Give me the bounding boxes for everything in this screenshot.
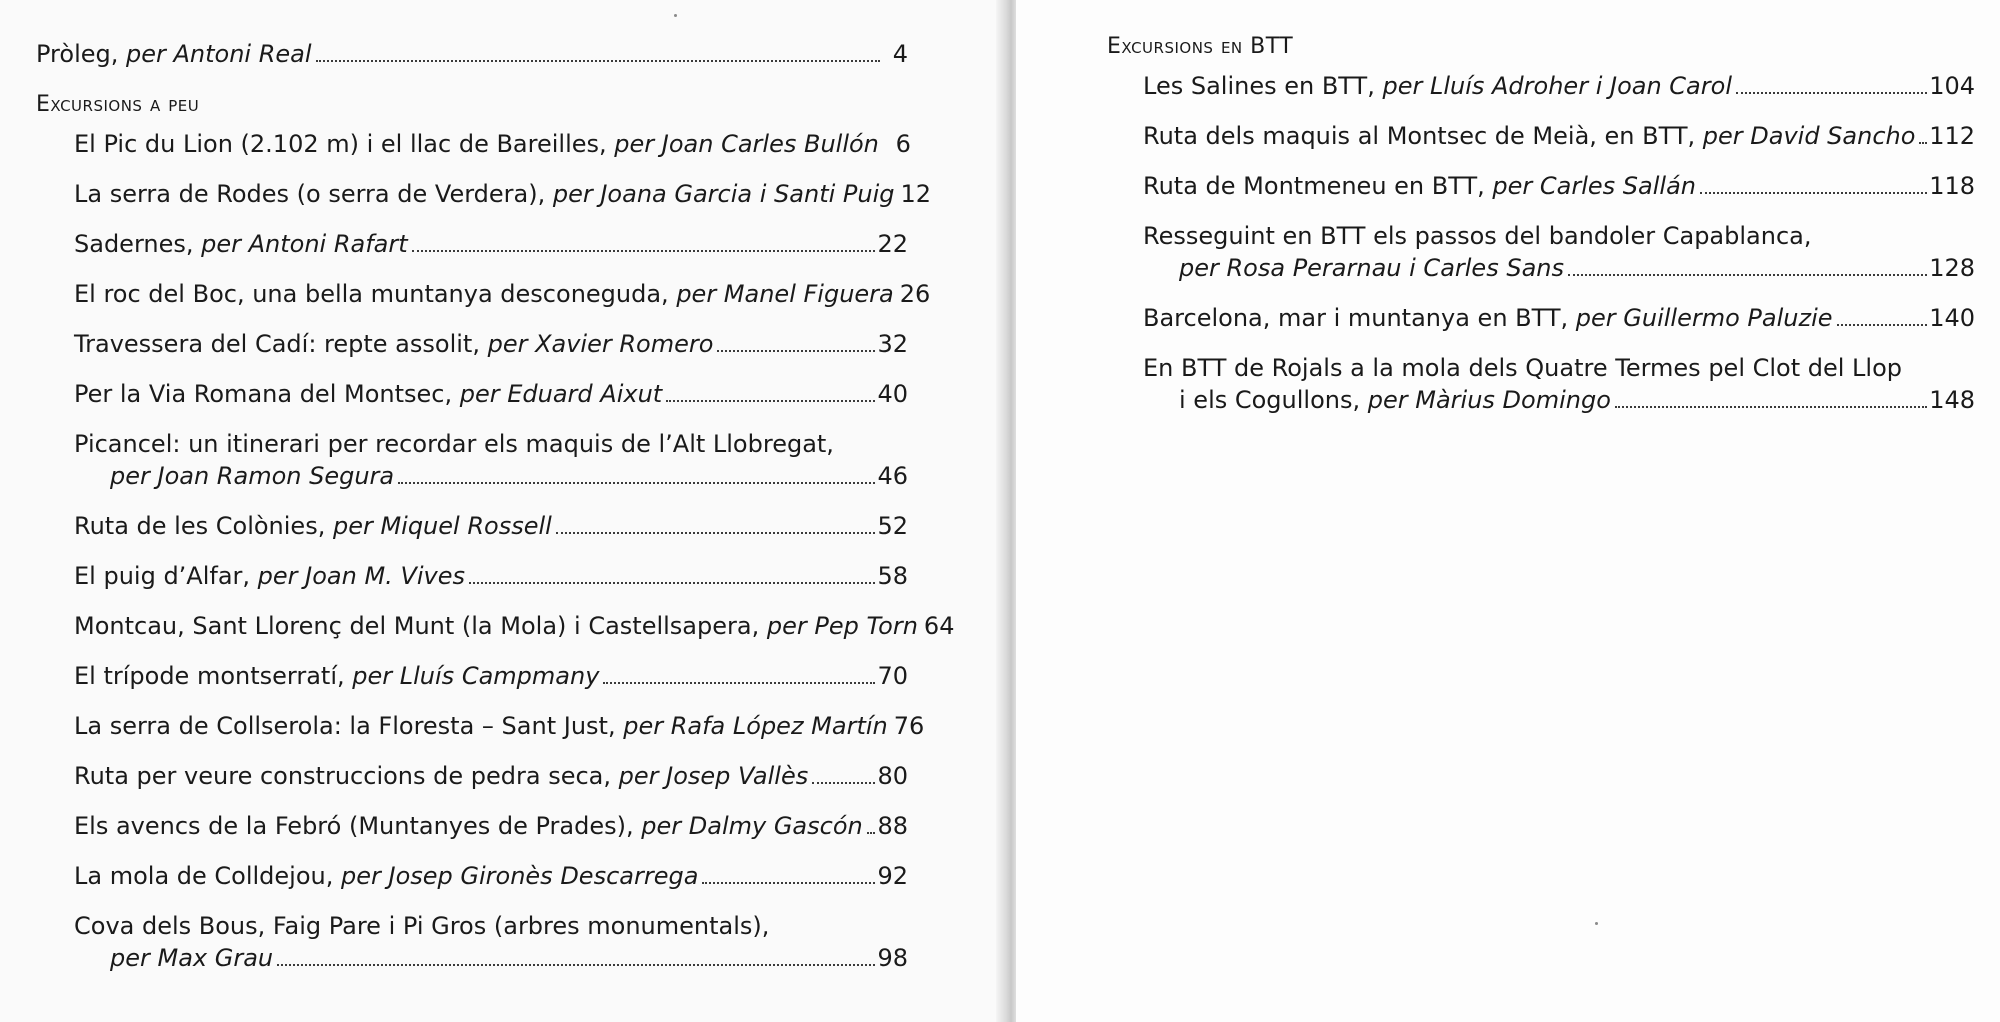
toc-entry-title: Per la Via Romana del Montsec, — [74, 380, 460, 408]
toc-entry-text — [74, 178, 894, 210]
toc-entry-author: per Joan Ramon Segura — [110, 462, 395, 490]
toc-entry-list — [1107, 70, 1975, 416]
toc-entry-title: Resseguint en BTT els passos del bandoler Capablanca, — [1143, 222, 1812, 250]
toc-entry-title: El roc del Boc, una bella muntanya desconeguda, — [74, 280, 677, 308]
dot-leader — [812, 782, 875, 784]
toc-entry-page: 6 — [895, 130, 911, 158]
toc-entry-author: per Rosa Perarnau i Carles Sans — [1179, 254, 1564, 282]
toc-entry-author: per Màrius Domingo — [1367, 386, 1611, 414]
dot-leader — [1568, 274, 1927, 276]
toc-entry-author: per Miquel Rossell — [332, 512, 552, 540]
toc-entry-title: Sadernes, — [74, 230, 202, 258]
toc-entry-page: 148 — [1929, 386, 1975, 414]
toc-entry-title: Els avencs de la Febró (Muntanyes de Prades), — [74, 812, 642, 840]
toc-entry-author: per Eduard Aixut — [459, 380, 663, 408]
toc-entry-text — [1179, 384, 1611, 416]
toc-entry-title-continued: i els Cogullons, — [1179, 386, 1368, 414]
dot-leader — [316, 60, 880, 62]
dot-leader — [702, 882, 875, 884]
toc-entry-title: Pròleg, — [36, 40, 126, 68]
toc-entry-text — [74, 660, 599, 692]
toc-entry-line — [1143, 120, 1975, 152]
toc-entry-title: Ruta de Montmeneu en BTT, — [1143, 172, 1493, 200]
toc-entry[interactable] — [74, 378, 908, 410]
dot-leader — [398, 482, 875, 484]
toc-entry-title: La mola de Colldejou, — [74, 862, 341, 890]
toc-entry[interactable] — [1143, 302, 1975, 334]
toc-entry-title: El Pic du Lion (2.102 m) i el llac de Bareilles, — [74, 130, 615, 158]
dot-leader — [412, 250, 876, 252]
toc-entry-line — [1143, 70, 1975, 102]
toc-entry-title: El puig d’Alfar, — [74, 562, 258, 590]
toc-entry-text — [74, 328, 713, 360]
toc-entry[interactable] — [74, 660, 908, 692]
toc-entry-text — [74, 128, 879, 160]
toc-entry-title: Les Salines en BTT, — [1143, 72, 1383, 100]
toc-entry-title: La serra de Rodes (o serra de Verdera), — [74, 180, 553, 208]
toc-entry[interactable] — [1143, 120, 1975, 152]
toc-entry-page: 26 — [899, 280, 931, 308]
toc-entry[interactable] — [74, 328, 908, 360]
toc-entry-second-line — [74, 942, 908, 974]
toc-entry-author: per Antoni Real — [126, 40, 312, 68]
toc-entry[interactable] — [74, 810, 908, 842]
table-of-contents-right — [1107, 28, 1975, 434]
paper-speck — [1595, 922, 1598, 925]
toc-entry-second-line — [1143, 252, 1975, 284]
toc-entry-author: per Pep Torn — [766, 612, 918, 640]
toc-entry[interactable] — [1143, 170, 1975, 202]
toc-entry-line — [74, 178, 932, 210]
dot-leader — [1736, 92, 1927, 94]
toc-entry-prolog[interactable] — [36, 38, 908, 70]
toc-entry-page: 112 — [1929, 122, 1975, 150]
toc-entry-author: per Joana Garcia i Santi Puig — [552, 180, 895, 208]
toc-entry-author: per Joan M. Vives — [257, 562, 465, 590]
toc-entry-page: 76 — [893, 712, 925, 740]
toc-entry-text — [1143, 170, 1696, 202]
toc-entry-text — [36, 38, 312, 70]
toc-entry[interactable] — [74, 178, 932, 210]
dot-leader — [277, 964, 875, 966]
toc-entry-title: En BTT de Rojals a la mola dels Quatre Termes pel Clot del Llop — [1143, 354, 1903, 382]
toc-entry-page: 88 — [877, 812, 908, 840]
toc-entry[interactable] — [74, 710, 925, 742]
toc-entry[interactable] — [74, 860, 908, 892]
toc-entry-author: per Carles Sallán — [1492, 172, 1696, 200]
toc-entry-text — [110, 460, 394, 492]
toc-entry-line — [74, 710, 925, 742]
toc-entry-line — [74, 278, 931, 310]
toc-entry-line — [74, 510, 908, 542]
toc-entry-text — [74, 560, 465, 592]
toc-entry-title: Ruta de les Colònies, — [74, 512, 333, 540]
toc-entry-list — [36, 128, 955, 974]
toc-entry-author: per Max Grau — [110, 944, 274, 972]
toc-entry-page: 58 — [877, 562, 908, 590]
toc-entry-page: 12 — [900, 180, 932, 208]
toc-entry-text — [110, 942, 273, 974]
toc-entry-author: per Josep Vallès — [618, 762, 809, 790]
dot-leader — [867, 832, 876, 834]
toc-entry-line — [74, 378, 908, 410]
toc-entry[interactable] — [74, 278, 931, 310]
dot-leader — [1700, 192, 1927, 194]
table-of-contents-left — [36, 38, 955, 992]
paper-speck — [674, 14, 677, 17]
toc-entry-page: 118 — [1929, 172, 1975, 200]
toc-entry-line — [74, 328, 908, 360]
toc-entry-title: Ruta dels maquis al Montsec de Meià, en BTT, — [1143, 122, 1703, 150]
toc-entry-title: El trípode montserratí, — [74, 662, 353, 690]
toc-entry-author: per Joan Carles Bullón — [614, 130, 879, 158]
toc-entry-title: Cova dels Bous, Faig Pare i Pi Gros (arbres monumentals), — [74, 912, 770, 940]
toc-entry[interactable] — [74, 560, 908, 592]
toc-entry-page: 80 — [877, 762, 908, 790]
section-title: Excursions a peu — [36, 92, 200, 117]
toc-entry-title: Ruta per veure construccions de pedra seca, — [74, 762, 619, 790]
toc-entry-page: 128 — [1929, 254, 1975, 282]
toc-entry-text — [74, 278, 894, 310]
toc-entry[interactable] — [74, 910, 908, 974]
toc-entry-page: 98 — [877, 944, 908, 972]
toc-entry-text — [74, 378, 662, 410]
toc-entry[interactable] — [74, 228, 908, 260]
toc-entry-page: 104 — [1929, 72, 1975, 100]
toc-entry-page: 64 — [923, 612, 955, 640]
toc-entry-text — [1179, 252, 1564, 284]
toc-entry-page: 140 — [1929, 304, 1975, 332]
toc-entry[interactable] — [74, 128, 911, 160]
toc-entry-line — [74, 810, 908, 842]
toc-entry-second-line — [1143, 384, 1975, 416]
toc-entry[interactable] — [74, 510, 908, 542]
toc-entry-author: per Josep Gironès Descarrega — [341, 862, 699, 890]
toc-entry-title: Picancel: un itinerari per recordar els maquis de l’Alt Llobregat, — [74, 430, 834, 458]
toc-entry-line — [74, 560, 908, 592]
toc-entry-line — [74, 860, 908, 892]
dot-leader — [556, 532, 876, 534]
toc-entry-line — [74, 610, 955, 642]
toc-entry-author: per Antoni Rafart — [201, 230, 408, 258]
toc-entry-title: Travessera del Cadí: repte assolit, — [74, 330, 488, 358]
toc-entry-line — [74, 760, 908, 792]
toc-entry-author: per Lluís Adroher i Joan Carol — [1382, 72, 1732, 100]
toc-entry-text — [74, 810, 863, 842]
toc-entry-page: 32 — [877, 330, 908, 358]
toc-entry-page: 46 — [877, 462, 908, 490]
dot-leader — [603, 682, 875, 684]
toc-entry-page: 22 — [877, 230, 908, 258]
toc-entry[interactable] — [1143, 220, 1975, 284]
dot-leader — [717, 350, 875, 352]
toc-entry-author: per David Sancho — [1702, 122, 1916, 150]
toc-entry-text — [74, 228, 408, 260]
toc-entry-text — [1143, 120, 1915, 152]
section-title: Excursions en BTT — [1107, 34, 1294, 59]
toc-entry-page: 92 — [877, 862, 908, 890]
dot-leader — [666, 400, 875, 402]
toc-entry-author: per Guillermo Paluzie — [1575, 304, 1833, 332]
toc-entry-line — [74, 228, 908, 260]
toc-entry-page: 4 — [892, 40, 908, 68]
toc-entry-author: per Rafa López Martín — [623, 712, 888, 740]
toc-entry-title: Montcau, Sant Llorenç del Munt (la Mola) i Castellsapera, — [74, 612, 767, 640]
toc-entry-page: 40 — [877, 380, 908, 408]
toc-entry-text — [1143, 70, 1732, 102]
toc-entry-line — [1143, 302, 1975, 334]
toc-entry-text — [1143, 302, 1833, 334]
toc-entry-text — [74, 860, 698, 892]
dot-leader — [469, 582, 875, 584]
right-page — [1016, 0, 2000, 1022]
toc-entry-title: La serra de Collserola: la Floresta – Sant Just, — [74, 712, 624, 740]
toc-entry[interactable] — [74, 760, 908, 792]
dot-leader — [1919, 142, 1927, 144]
toc-entry[interactable] — [74, 610, 955, 642]
toc-entry[interactable] — [1143, 352, 1975, 416]
toc-entry[interactable] — [74, 428, 908, 492]
toc-entry-second-line — [74, 460, 908, 492]
toc-entry-line — [74, 660, 908, 692]
toc-entry-page: 70 — [877, 662, 908, 690]
dot-leader — [1615, 406, 1927, 408]
toc-entry-text — [74, 760, 808, 792]
toc-entry[interactable] — [1143, 70, 1975, 102]
toc-entry-line — [74, 128, 911, 160]
toc-entry-text — [74, 610, 918, 642]
toc-entry-line — [1143, 170, 1975, 202]
toc-entry-author: per Xavier Romero — [487, 330, 714, 358]
toc-entry-page: 52 — [877, 512, 908, 540]
toc-entry-author: per Lluís Campmany — [352, 662, 600, 690]
toc-entry-title: Barcelona, mar i muntanya en BTT, — [1143, 304, 1576, 332]
toc-entry-author: per Manel Figuera — [676, 280, 894, 308]
toc-entry-author: per Dalmy Gascón — [641, 812, 863, 840]
toc-entry-text — [74, 710, 888, 742]
dot-leader — [1837, 324, 1928, 326]
toc-entry-text — [74, 510, 552, 542]
